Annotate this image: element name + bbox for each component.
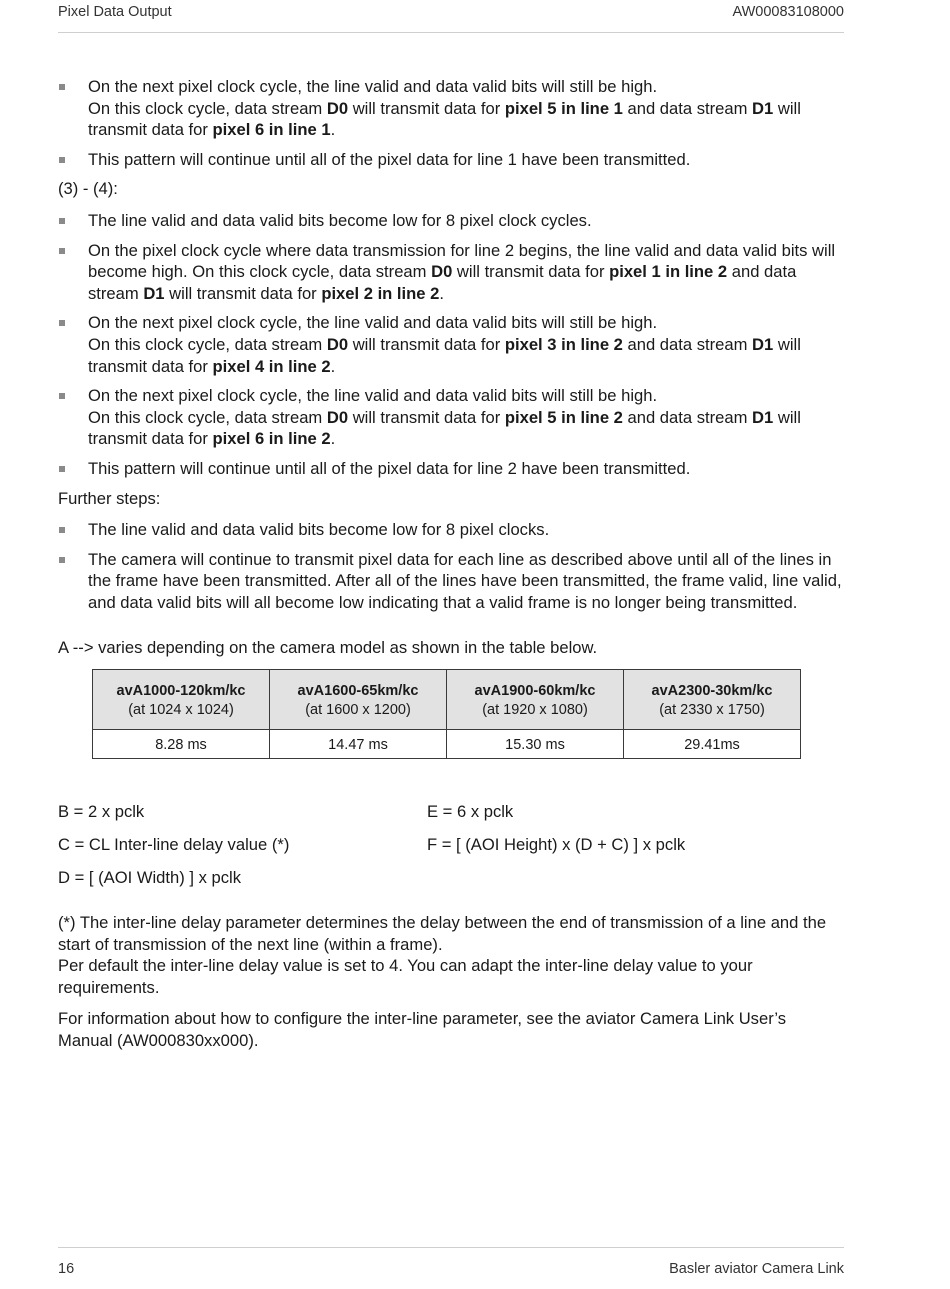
header-doc-id: AW00083108000 (732, 4, 844, 20)
table-header-cell: avA1900-60km/kc (at 1920 x 1080) (447, 670, 624, 730)
step-label-3-4: (3) - (4): (58, 179, 118, 199)
header-section-title: Pixel Data Output (58, 4, 172, 20)
table-header-cell: avA1000-120km/kc (at 1024 x 1024) (93, 670, 270, 730)
list-item: On the pixel clock cycle where data transmission for line 2 begins, the line valid and data valid bits will become high. On this clock cycle, data stream D0 will transmit data for pixel 1 in line 2 and data stream D1 will transmit data for pixel 2 in line 2. (58, 240, 844, 305)
table-intro: A --> varies depending on the camera model as shown in the table below. (58, 638, 598, 658)
formula-b: B = 2 x pclk (58, 802, 145, 822)
list-item: On the next pixel clock cycle, the line valid and data valid bits will still be high. On this clock cycle, data stream D0 will transmit data for pixel 5 in line 1 and data stream D1 will transmit data for pixel 6 in line 1. (58, 76, 844, 141)
formula-row (58, 801, 844, 834)
note-default-value: Per default the inter-line delay value is set to 4. You can adapt the inter-line delay value to your requirements. (58, 956, 753, 997)
page-header (58, 4, 844, 33)
bullet-list-line1 (58, 76, 844, 170)
table-header-cell: avA2300-30km/kc (at 2330 x 1750) (624, 670, 801, 730)
formula-row (58, 867, 844, 900)
table-cell: 29.41ms (624, 730, 801, 759)
list-item: This pattern will continue until all of the pixel data for line 1 have been transmitted. (58, 149, 844, 171)
page-content (58, 76, 844, 1062)
list-item: The line valid and data valid bits become low for 8 pixel clocks. (58, 519, 844, 541)
further-steps-label: Further steps: (58, 488, 161, 508)
table-row (93, 730, 801, 759)
formula-e: E = 6 x pclk (427, 802, 514, 822)
table-cell: 14.47 ms (270, 730, 447, 759)
formula-f: F = [ (AOI Height) x (D + C) ] x pclk (427, 835, 686, 855)
formula-row (58, 834, 844, 867)
note-reference: For information about how to configure the inter-line parameter, see the aviator Camera Link User’s Manual (AW000830xx000). (58, 1009, 787, 1051)
table-header-cell: avA1600-65km/kc (at 1600 x 1200) (270, 670, 447, 730)
bullet-list-line2 (58, 210, 844, 480)
footer-title: Basler aviator Camera Link (669, 1261, 844, 1277)
formula-c: C = CL Inter-line delay value (*) (58, 835, 290, 855)
page-footer (58, 1247, 844, 1278)
transmission-time-table (92, 669, 801, 759)
list-item: On the next pixel clock cycle, the line valid and data valid bits will still be high. On this clock cycle, data stream D0 will transmit data for pixel 3 in line 2 and data stream D1 will transmit data for pixel 4 in line 2. (58, 312, 844, 377)
bullet-list-further (58, 519, 844, 613)
list-item: On the next pixel clock cycle, the line valid and data valid bits will still be high. On this clock cycle, data stream D0 will transmit data for pixel 5 in line 2 and data stream D1 will transmit data for pixel 6 in line 2. (58, 385, 844, 450)
list-item: This pattern will continue until all of the pixel data for line 2 have been transmitted. (58, 458, 844, 480)
formula-d: D = [ (AOI Width) ] x pclk (58, 868, 242, 888)
page-number: 16 (58, 1261, 75, 1277)
table-header-row (93, 670, 801, 730)
table-cell: 8.28 ms (93, 730, 270, 759)
list-item: The line valid and data valid bits become low for 8 pixel clock cycles. (58, 210, 844, 232)
note-inter-line-delay: (*) The inter-line delay parameter determines the delay between the end of transmission of a line and the start of transmission of the next line (within a frame). (58, 913, 827, 954)
list-item: The camera will continue to transmit pixel data for each line as described above until all of the lines in the frame have been transmitted. After all of the lines have been transmitted, the frame valid, line valid, and data valid bits will all become low indicating that a valid frame is no longer being transmitted. (58, 549, 844, 614)
table-cell: 15.30 ms (447, 730, 624, 759)
